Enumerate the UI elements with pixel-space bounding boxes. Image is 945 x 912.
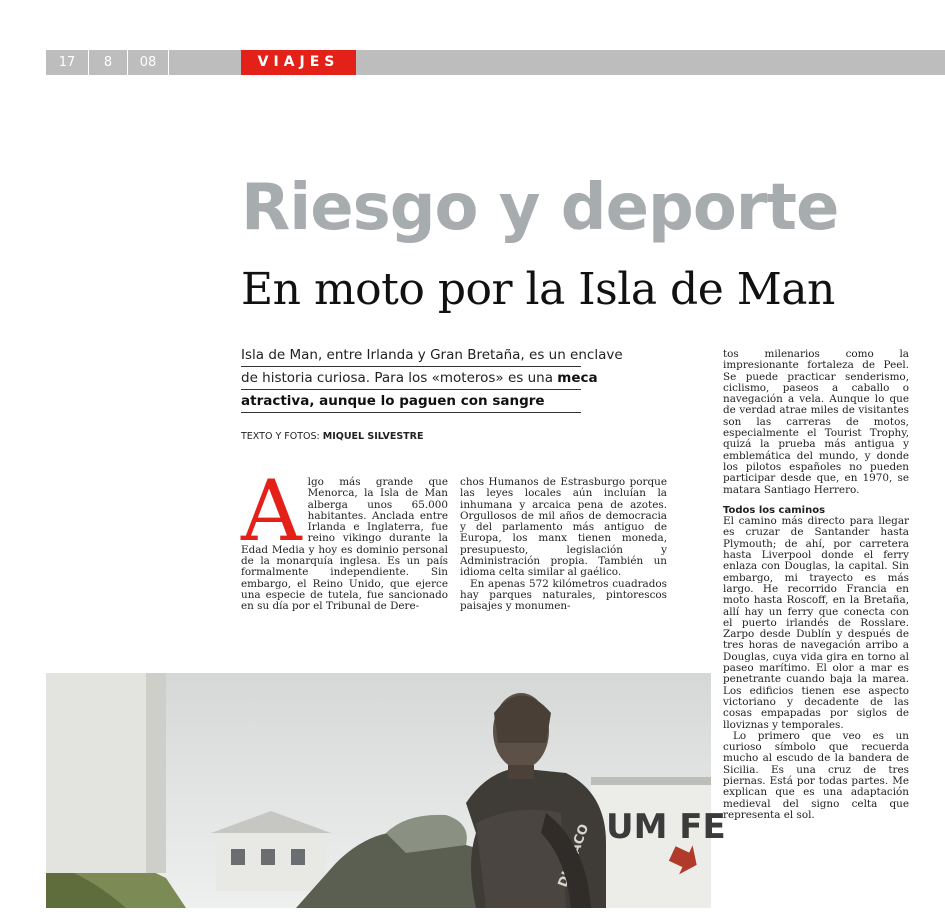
headline: En moto por la Isla de Man: [241, 264, 835, 315]
column-3-paragraph-1: tos milenarios como la impresionante fortaleza de Peel. Se puede practicar senderismo, ciclismo, paseos a caballo o navegación a vela. Aunque lo que de verdad atrae miles de visitantes son las carreras de motos, especialmente el Tourist Trophy, quizá la prueba más antigua y emblemática del mundo, y donde los pilotos españoles no pueden participar desde que, en 1970, se matara Santiago Herrero.: [723, 348, 909, 496]
article-column-1: [241, 462, 448, 613]
deck-line-3: [241, 390, 581, 413]
sign-text: UM FE: [606, 807, 726, 847]
byline-label: TEXTO Y FOTOS:: [241, 431, 323, 442]
deck-line-1: Isla de Man, entre Irlanda y Gran Bretaña, es un enclave: [241, 344, 581, 367]
dropcap: A: [241, 462, 302, 560]
column-3-paragraph-2: El camino más directo para llegar es cruzar de Santander hasta Plymouth; de ahí, por carretera hasta Liverpool donde el ferry enlaza con Douglas, la capital. Sin embargo, mi trayecto es más largo. He recorrido Francia en moto hasta Roscoff, en la Bretaña, allí hay un ferry que conecta con el puerto irlandés de Rosslare. Zarpo desde Dublín y después de tres horas de navegación arribo a Douglas, cuya vida gira en torno al paseo marítimo. El olor a mar es penetrante cuando baja la marea. Los edificios tienen ese aspecto victoriano y decadente de las cosas empapadas por siglos de lloviznas y temporales.: [723, 515, 909, 731]
article-photo: [46, 673, 726, 908]
deck-line-3-bold: atractiva, aunque lo paguen con sangre: [241, 393, 545, 409]
deck-line-2-bold: meca: [557, 370, 598, 386]
photo-illustration: [46, 673, 726, 908]
deck-line-2-text: de historia curiosa. Para los «moteros» es una: [241, 370, 558, 386]
article-column-2: [460, 477, 667, 613]
deck: [241, 344, 623, 413]
column-2-paragraph-2: En apenas 572 kilómetros cuadrados hay parques naturales, pintorescos paisajes y monumen-: [460, 577, 667, 613]
subhead: Todos los caminos: [723, 504, 826, 516]
column-1-text: lgo más grande que Menorca, la Isla de Man alberga unos 65.000 habitantes. Anclada entre Irlanda e Inglaterra, fue reino vikingo durante la Edad Media y hoy es dominio personal de la monarquía inglesa. Es un país formalmente independiente. Sin embargo, el Reino Unido, que ejerce una especie de tutela, fue sancionado en su día por el Tribunal de Dere-: [241, 476, 448, 613]
deck-line-2: [241, 367, 598, 390]
column-3-paragraph-3: Lo primero que veo es un curioso símbolo que recuerda mucho al escudo de la bandera de Sicilia. Es una cruz de tres piernas. Está por todas partes. Me explican que es una adaptación medieval del signo celta que representa el sol.: [723, 729, 909, 821]
byline-author: MIQUEL SILVESTRE: [322, 431, 424, 442]
section-label: VIAJES: [241, 50, 356, 75]
kicker-title: Riesgo y deporte: [241, 171, 839, 245]
article-column-3: [723, 349, 909, 821]
top-bar: [46, 50, 945, 75]
byline: [241, 431, 423, 442]
page-date-year: 08: [128, 50, 169, 75]
page-date-day: 17: [46, 50, 89, 75]
column-2-paragraph-1: chos Humanos de Estrasburgo porque las leyes locales aún incluían la inhumana y arcaica pena de azotes. Orgullosos de mil años de democracia y del parlamento más antiguo de Europa, los manx tienen moneda, presupuesto, legislación y Administración propia. También un idioma celta similar al gaélico.: [460, 476, 667, 579]
page-date-month: 8: [89, 50, 128, 75]
